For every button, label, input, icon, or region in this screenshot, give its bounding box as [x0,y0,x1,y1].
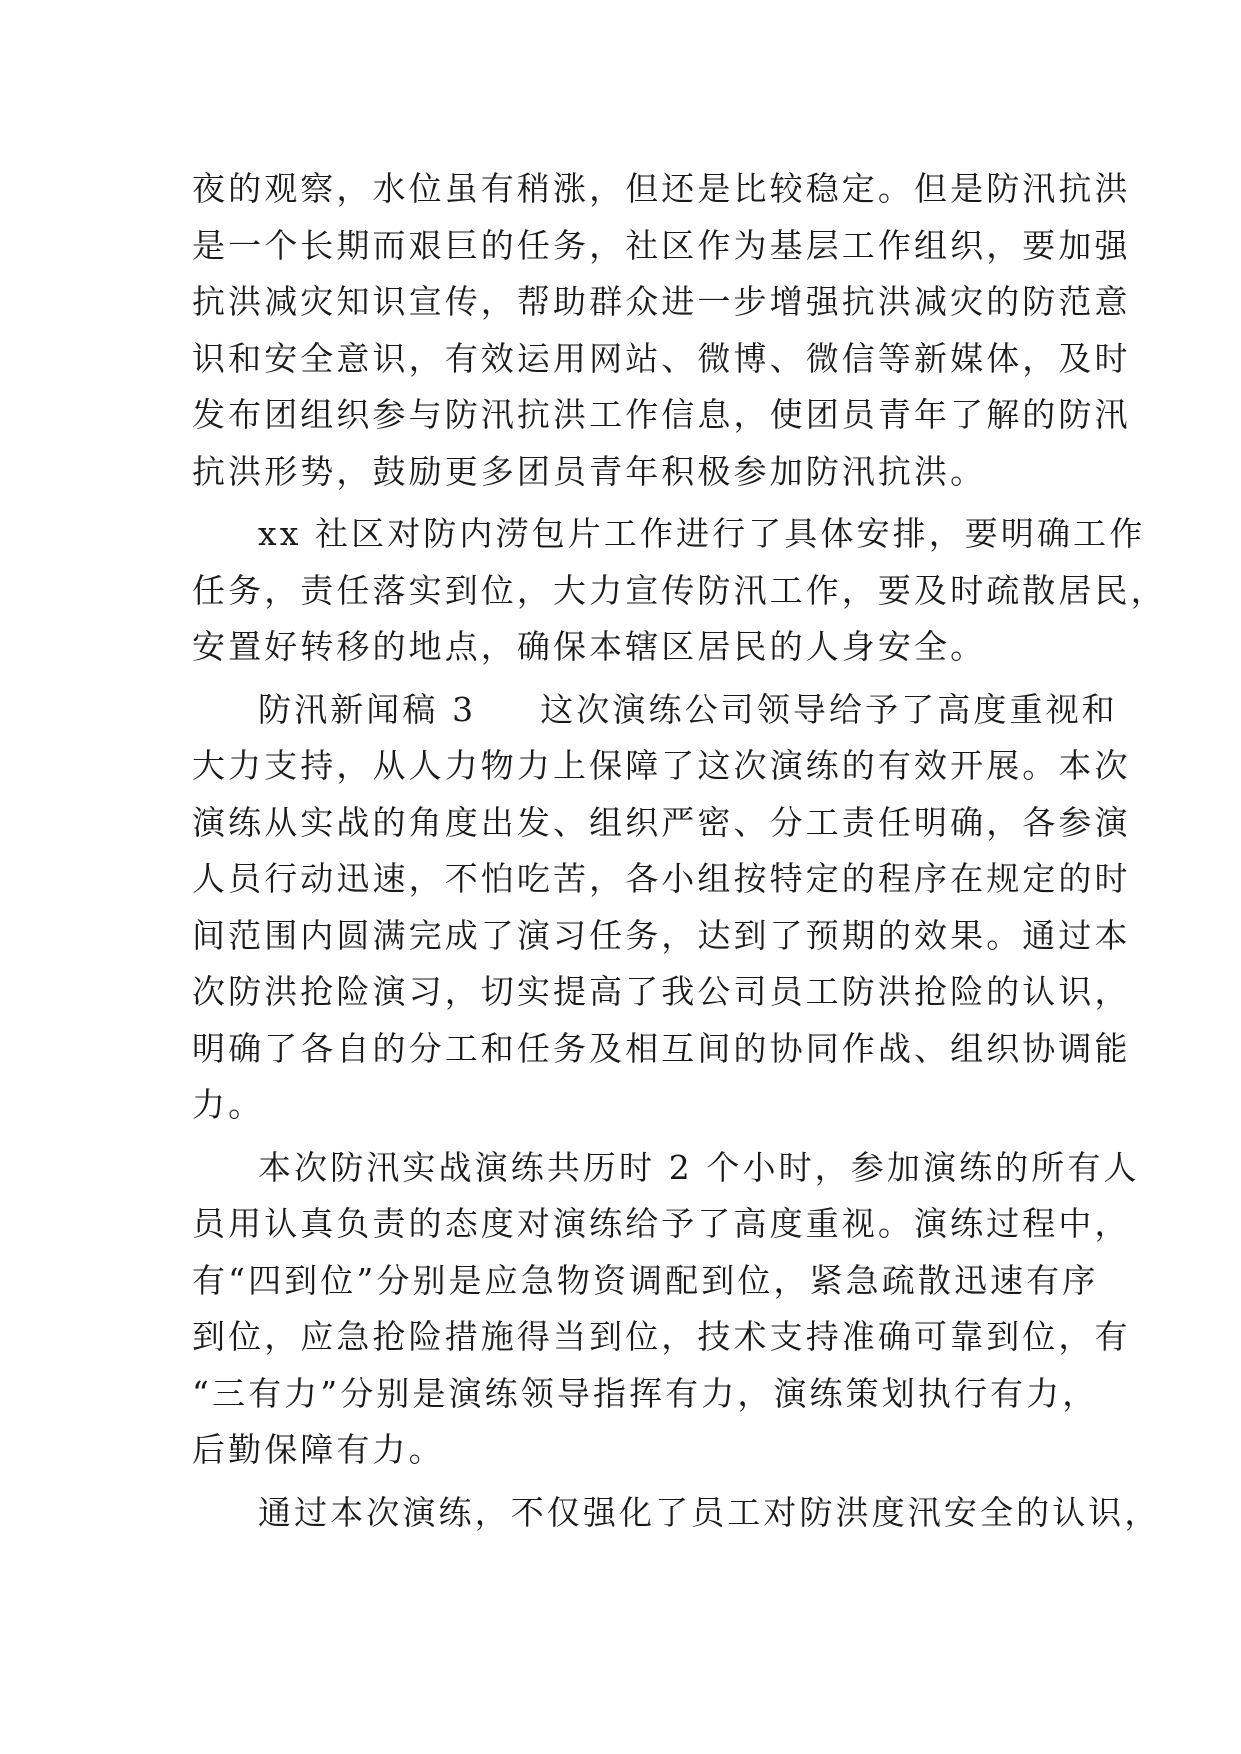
text-line: 是一个长期而艰巨的任务，社区作为基层工作组织，要加强 [192,225,1131,265]
text-line: 本次防汛实战演练共历时 2 个小时，参加演练的所有人 [258,1147,1140,1187]
text-line: 后勤保障有力。 [192,1430,445,1469]
text-line: 抗洪形势，鼓励更多团员青年积极参加防汛抗洪。 [192,451,987,491]
text-line: 间范围内圆满完成了演习任务，达到了预期的效果。通过本 [192,915,1131,955]
text-line: 有“四到位”分别是应急物资调配到位，紧急疏散迅速有序 [192,1260,1099,1300]
text-line: 人员行动迅速，不怕吃苦，各小组按特定的程序在规定的时 [192,859,1131,898]
text-line: 夜的观察，水位虽有稍涨，但还是比较稳定。但是防汛抗洪 [192,169,1131,208]
section-heading: 防汛新闻稿 3 [258,689,477,729]
text-line: 大力支持，从人力物力上保障了这次演练的有效开展。本次 [192,746,1131,785]
text-line [192,682,1118,739]
paragraph-1 [192,161,1131,500]
text-line: 力。 [192,1085,265,1124]
text-line: 到位，应急抢险措施得当到位，技术支持准确可靠到位，有 [192,1317,1131,1356]
document-body [192,161,1167,1541]
text-line-continuation: 这次演练公司领导给予了高度重视和 [540,689,1118,729]
text-line: 员用认真负责的态度对演练给予了高度重视。演练过程中， [192,1204,1131,1243]
paragraph-4 [192,1140,1140,1479]
text-line: 发布团组织参与防汛抗洪工作信息，使团员青年了解的防汛 [192,395,1131,434]
paragraph-5 [192,1485,1161,1542]
text-line: 通过本次演练，不仅强化了员工对防洪度汛安全的认识， [258,1492,1161,1532]
paragraph-2 [192,506,1167,676]
text-line: xx 社区对防内涝包片工作进行了具体安排，要明确工作 [258,514,1146,553]
text-line: 次防洪抢险演习，切实提高了我公司员工防洪抢险的认识， [192,972,1131,1011]
text-line: 明确了各自的分工和任务及相互间的协同作战、组织协调能 [192,1028,1131,1068]
text-line: “三有力”分别是演练领导指挥有力，演练策划执行有力， [192,1373,1099,1413]
text-line: 演练从实战的角度出发、组织严密、分工责任明确，各参演 [192,802,1131,842]
text-line: 识和安全意识，有效运用网站、微博、微信等新媒体，及时 [192,338,1131,378]
text-line: 抗洪减灾知识宣传，帮助群众进一步增强抗洪减灾的防范意 [192,282,1131,321]
text-line: 安置好转移的地点，确保本辖区居民的人身安全。 [192,627,987,666]
paragraph-3 [192,682,1131,1134]
text-line: 任务，责任落实到位，大力宣传防汛工作，要及时疏散居民， [192,570,1167,610]
